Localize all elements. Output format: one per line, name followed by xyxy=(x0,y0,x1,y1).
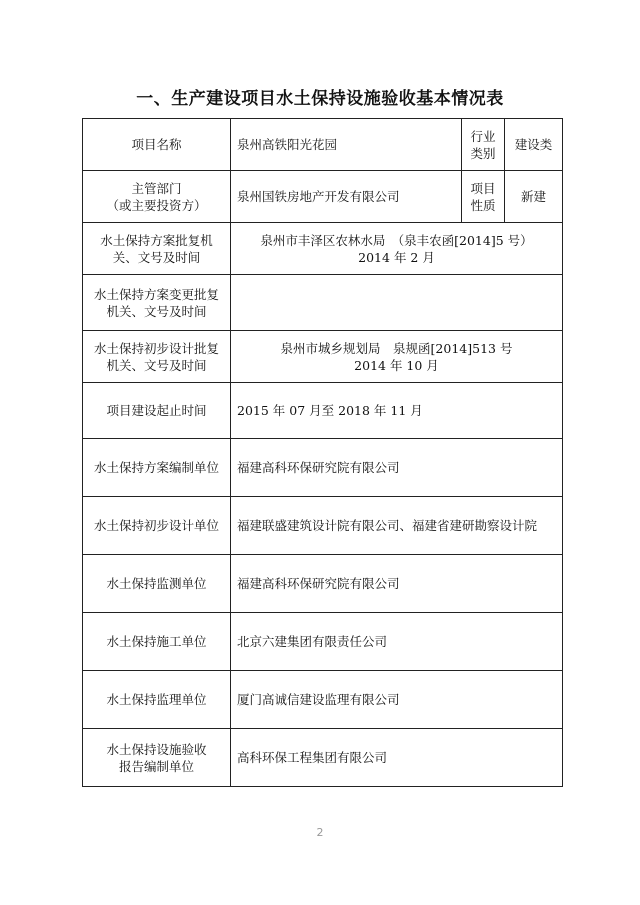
authority-value: 泉州国铁房地产开发有限公司 xyxy=(231,171,462,223)
page-number: 2 xyxy=(316,826,324,839)
row-contractor xyxy=(83,613,563,671)
plan-change-label-line1: 水土保持方案变更批复 xyxy=(93,286,219,302)
report-compiler-value: 高科环保工程集团有限公司 xyxy=(231,729,563,787)
row-authority xyxy=(83,171,563,223)
construction-period-value: 2015 年 07 月至 2018 年 11 月 xyxy=(231,383,563,439)
report-compiler-label xyxy=(83,729,231,787)
report-label-line2: 报告编制单位 xyxy=(118,758,194,774)
acceptance-info-table xyxy=(82,118,563,787)
plan-approval-value xyxy=(231,223,563,275)
plan-change-label-line2: 机关、文号及时间 xyxy=(106,303,207,319)
prelim-design-value xyxy=(231,331,563,383)
prelim-design-label-line2: 机关、文号及时间 xyxy=(106,357,207,373)
authority-label xyxy=(83,171,231,223)
row-prelim-design-approval xyxy=(83,331,563,383)
row-prelim-designer xyxy=(83,497,563,555)
plan-approval-value-line1: 泉州市丰泽区农林水局 （泉丰农函[2014]5 号） xyxy=(260,232,533,248)
page-title: 一、生产建设项目水土保持设施验收基本情况表 xyxy=(136,89,504,109)
nature-label xyxy=(462,171,505,223)
nature-value: 新建 xyxy=(505,171,563,223)
row-report-compiler xyxy=(83,729,563,787)
contractor-label: 水土保持施工单位 xyxy=(83,613,231,671)
row-project-name xyxy=(83,119,563,171)
monitor-value: 福建高科环保研究院有限公司 xyxy=(231,555,563,613)
authority-label-line1: 主管部门 xyxy=(131,180,182,196)
prelim-design-value-line1: 泉州市城乡规划局 泉规函[2014]513 号 xyxy=(280,340,513,356)
nature-label-line1: 项目 xyxy=(470,180,496,196)
contractor-value: 北京六建集团有限责任公司 xyxy=(231,613,563,671)
plan-change-value xyxy=(231,275,563,331)
project-name-label: 项目名称 xyxy=(83,119,231,171)
row-plan-compiler xyxy=(83,439,563,497)
prelim-design-label-line1: 水土保持初步设计批复 xyxy=(93,340,219,356)
row-plan-change xyxy=(83,275,563,331)
plan-approval-label-line2: 关、文号及时间 xyxy=(112,249,201,265)
project-name-value: 泉州高铁阳光花园 xyxy=(231,119,462,171)
plan-compiler-label: 水土保持方案编制单位 xyxy=(83,439,231,497)
industry-value: 建设类 xyxy=(505,119,563,171)
prelim-designer-label: 水土保持初步设计单位 xyxy=(83,497,231,555)
plan-compiler-value: 福建高科环保研究院有限公司 xyxy=(231,439,563,497)
report-label-line1: 水土保持设施验收 xyxy=(106,741,207,757)
prelim-designer-value: 福建联盛建筑设计院有限公司、福建省建研勘察设计院 xyxy=(231,497,563,555)
prelim-design-label xyxy=(83,331,231,383)
industry-label-line2: 类别 xyxy=(470,145,496,161)
row-construction-period xyxy=(83,383,563,439)
supervisor-value: 厦门高诚信建设监理有限公司 xyxy=(231,671,563,729)
nature-label-line2: 性质 xyxy=(470,197,496,213)
supervisor-label: 水土保持监理单位 xyxy=(83,671,231,729)
row-monitor xyxy=(83,555,563,613)
plan-approval-label xyxy=(83,223,231,275)
prelim-design-value-line2: 2014 年 10 月 xyxy=(354,357,439,373)
plan-approval-label-line1: 水土保持方案批复机 xyxy=(100,232,213,248)
row-supervisor xyxy=(83,671,563,729)
monitor-label: 水土保持监测单位 xyxy=(83,555,231,613)
industry-label-line1: 行业 xyxy=(470,128,496,144)
authority-label-line2: （或主要投资方） xyxy=(106,197,207,213)
construction-period-label: 项目建设起止时间 xyxy=(83,383,231,439)
industry-label xyxy=(462,119,505,171)
plan-change-label xyxy=(83,275,231,331)
row-plan-approval xyxy=(83,223,563,275)
plan-approval-value-line2: 2014 年 2 月 xyxy=(358,249,435,265)
